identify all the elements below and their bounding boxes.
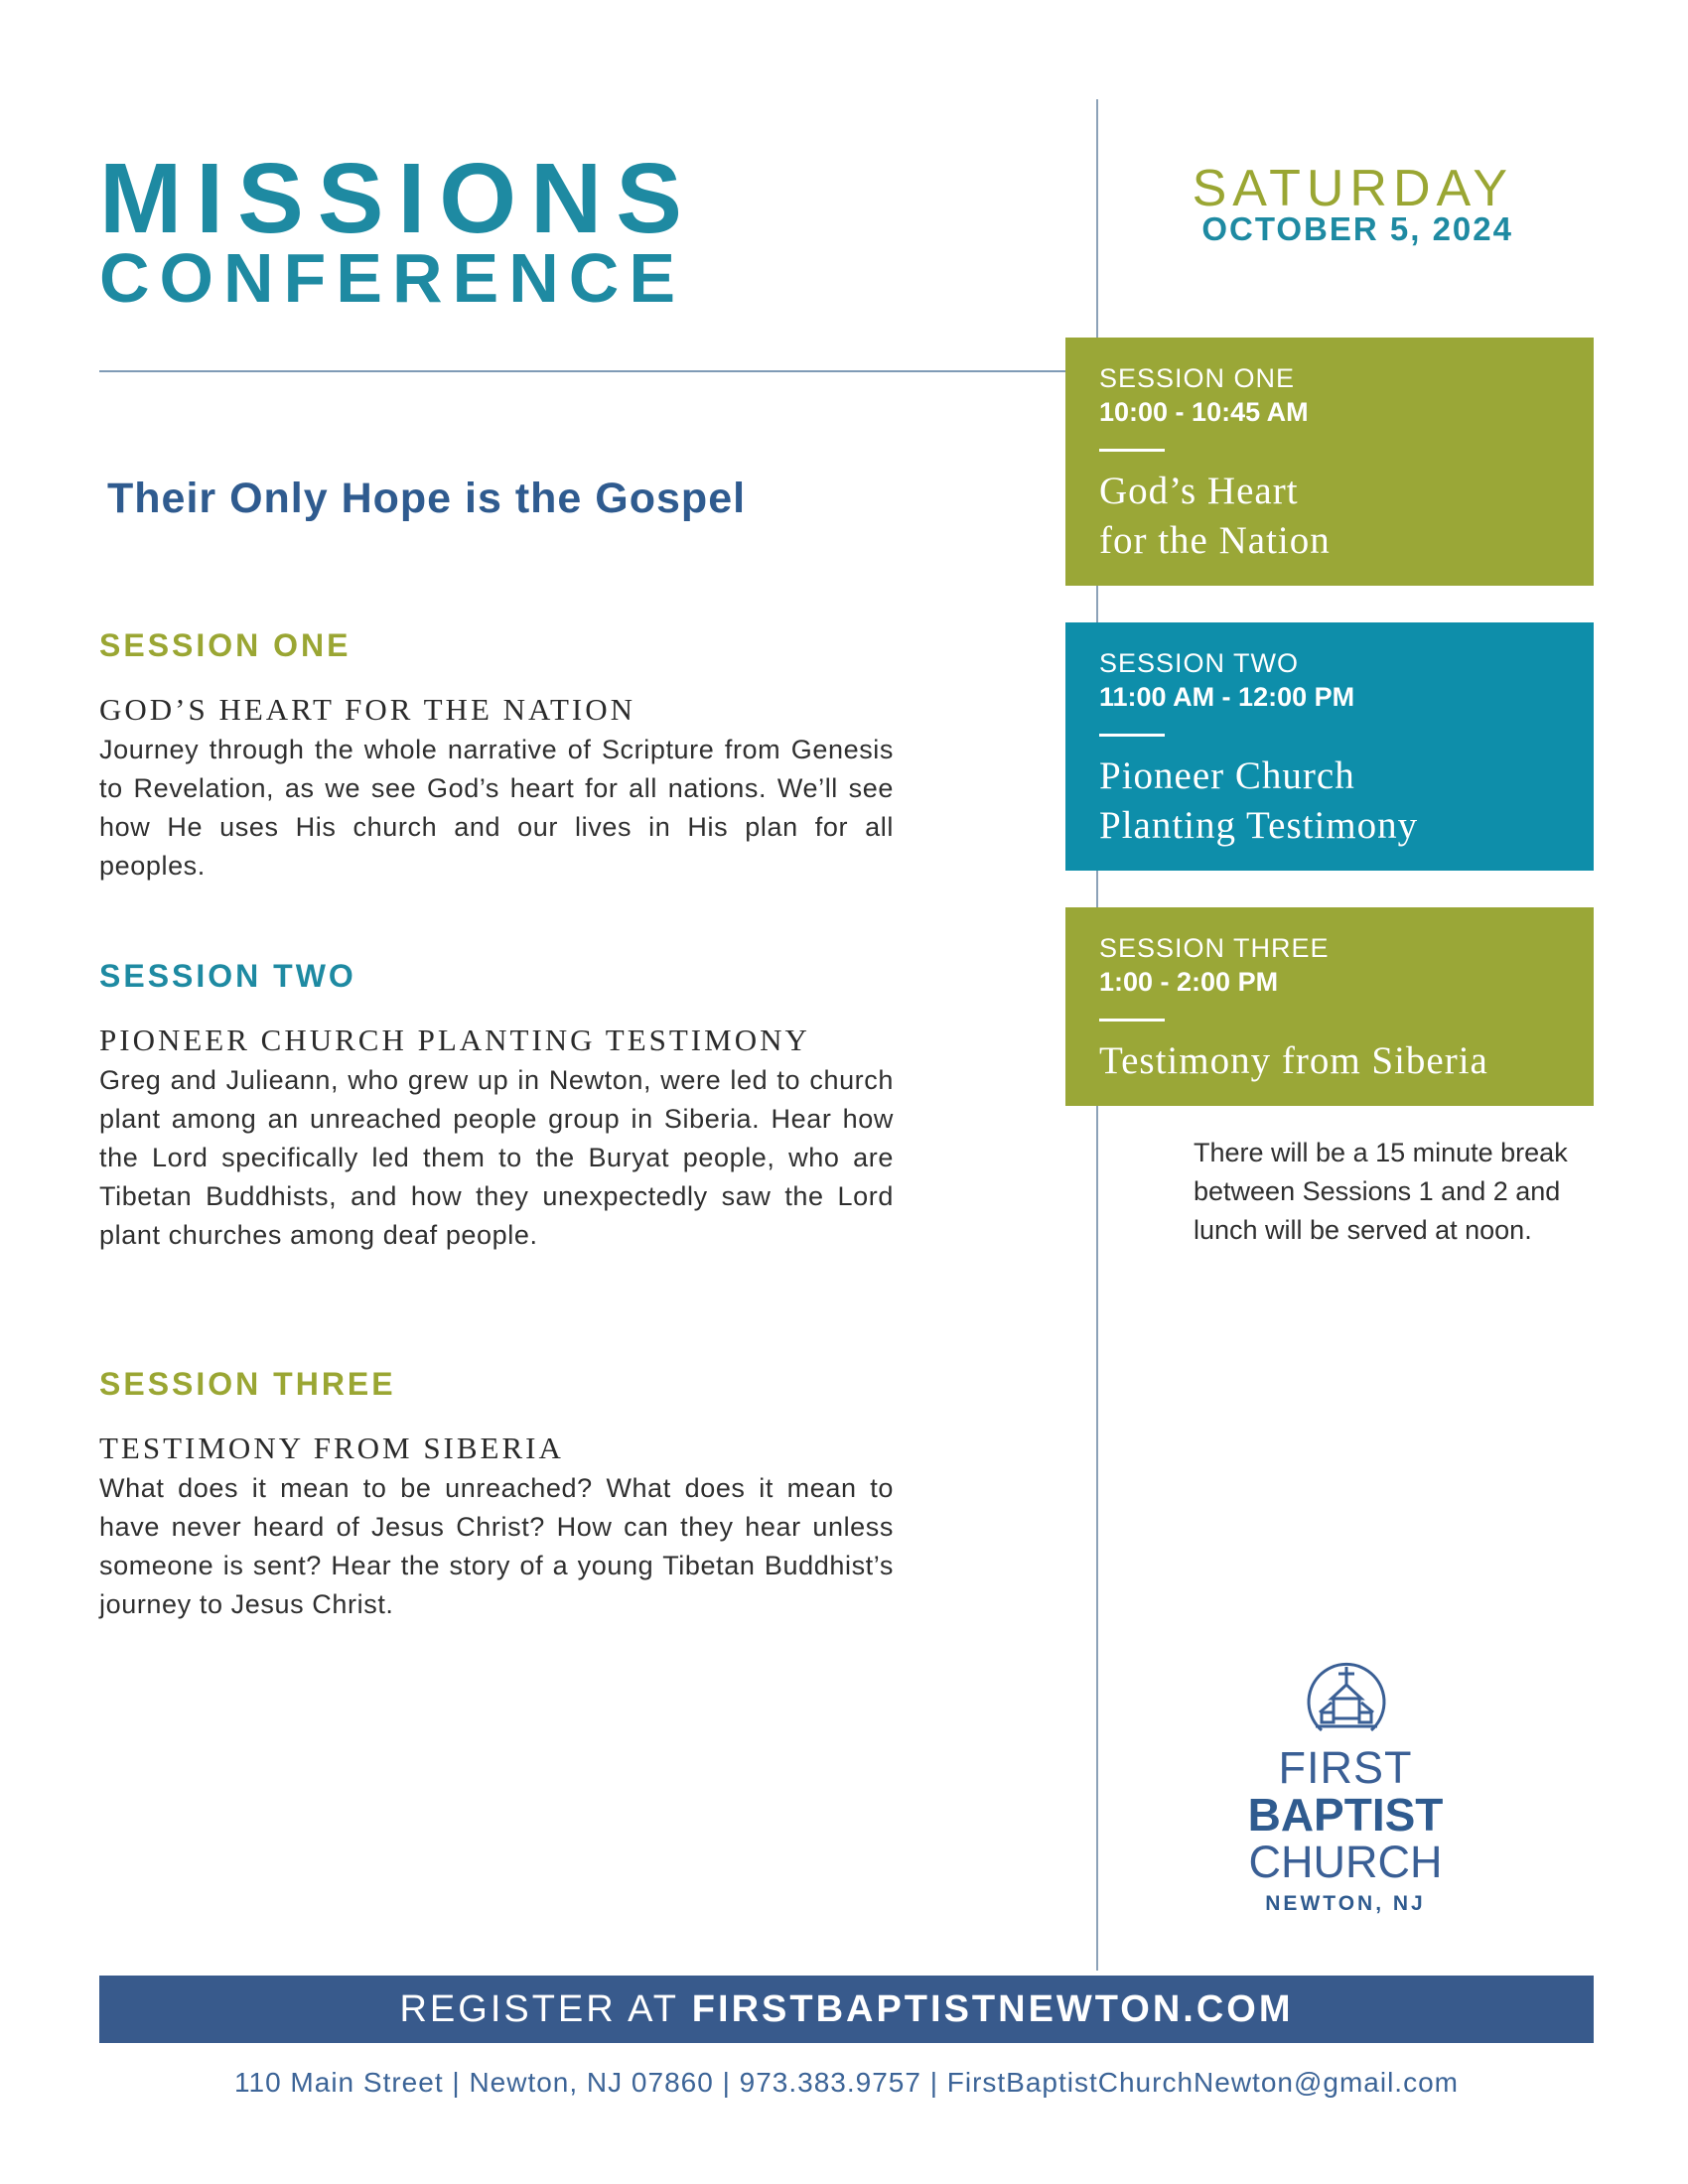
contact-info: 110 Main Street | Newton, NJ 07860 | 973.383.9757 | FirstBaptistChurchNewton@gmail.com [234, 2067, 1459, 2098]
schedule-dash [1099, 449, 1165, 452]
logo-text-baptist: BAPTIST [1247, 1789, 1444, 1841]
schedule-label: SESSION ONE [1099, 363, 1296, 393]
page-title: MISSIONS [99, 143, 696, 254]
session-one-description: Journey through the whole narrative of Scripture from Genesis to Revelation, as we see God’s heart for all nations. We’ll see how He uses His church and our lives in His plan for all peoples. [99, 735, 894, 881]
session-two-label: SESSION TWO [99, 958, 356, 994]
schedule-card-session-two [1065, 622, 1594, 871]
page-subtitle: CONFERENCE [99, 239, 686, 317]
schedule-name-line2: for the Nation [1099, 519, 1331, 562]
logo-text-church: CHURCH [1248, 1837, 1443, 1887]
register-url[interactable]: FIRSTBAPTISTNEWTON.COM [691, 1988, 1294, 2030]
schedule-dash [1099, 734, 1165, 737]
event-day: SATURDAY [1192, 160, 1513, 217]
schedule-name-line1: Testimony from Siberia [1099, 1039, 1488, 1082]
tagline: Their Only Hope is the Gospel [107, 475, 747, 522]
schedule-dash [1099, 1019, 1165, 1022]
schedule-name-line1: Pioneer Church [1099, 754, 1355, 797]
logo-location: NEWTON, NJ [1265, 1892, 1426, 1915]
schedule-card-session-one [1065, 338, 1594, 586]
register-prefix: REGISTER AT [399, 1988, 692, 2030]
session-one-title: GOD’S HEART FOR THE NATION [99, 692, 636, 727]
session-three-label: SESSION THREE [99, 1366, 396, 1402]
schedule-name-line1: God’s Heart [1099, 470, 1299, 512]
session-two-title: PIONEER CHURCH PLANTING TESTIMONY [99, 1023, 810, 1057]
session-three-description: What does it mean to be unreached? What does it mean to have never heard of Jesus Christ? How can they hear unless someone is sent? Hear the story of a young Tibetan Buddhist’s journey to Jesus Christ. [99, 1473, 894, 1619]
register-banner [99, 1976, 1594, 2043]
break-note: There will be a 15 minute break between Sessions 1 and 2 and lunch will be served at noon. [1194, 1138, 1568, 1245]
session-one-label: SESSION ONE [99, 627, 352, 663]
schedule-time: 10:00 - 10:45 AM [1099, 397, 1309, 427]
schedule-time: 11:00 AM - 12:00 PM [1099, 682, 1355, 712]
schedule-label: SESSION THREE [1099, 933, 1330, 963]
event-date: OCTOBER 5, 2024 [1201, 210, 1513, 247]
session-two-description: Greg and Julieann, who grew up in Newton, were led to church plant among an unreached people group in Siberia. Hear how the Lord specifically led them to the Buryat people, who are Tibetan Buddhists, and how they unexpectedly saw the Lord plant churches among deaf people. [99, 1065, 894, 1250]
logo-text-first: FIRST [1278, 1742, 1413, 1793]
schedule-time: 1:00 - 2:00 PM [1099, 967, 1279, 997]
schedule-name-line2: Planting Testimony [1099, 804, 1419, 847]
schedule-label: SESSION TWO [1099, 648, 1300, 678]
schedule-card-session-three [1065, 907, 1594, 1106]
church-icon [1302, 1661, 1391, 1747]
session-three-title: TESTIMONY FROM SIBERIA [99, 1431, 564, 1465]
horizontal-divider [99, 370, 1087, 372]
